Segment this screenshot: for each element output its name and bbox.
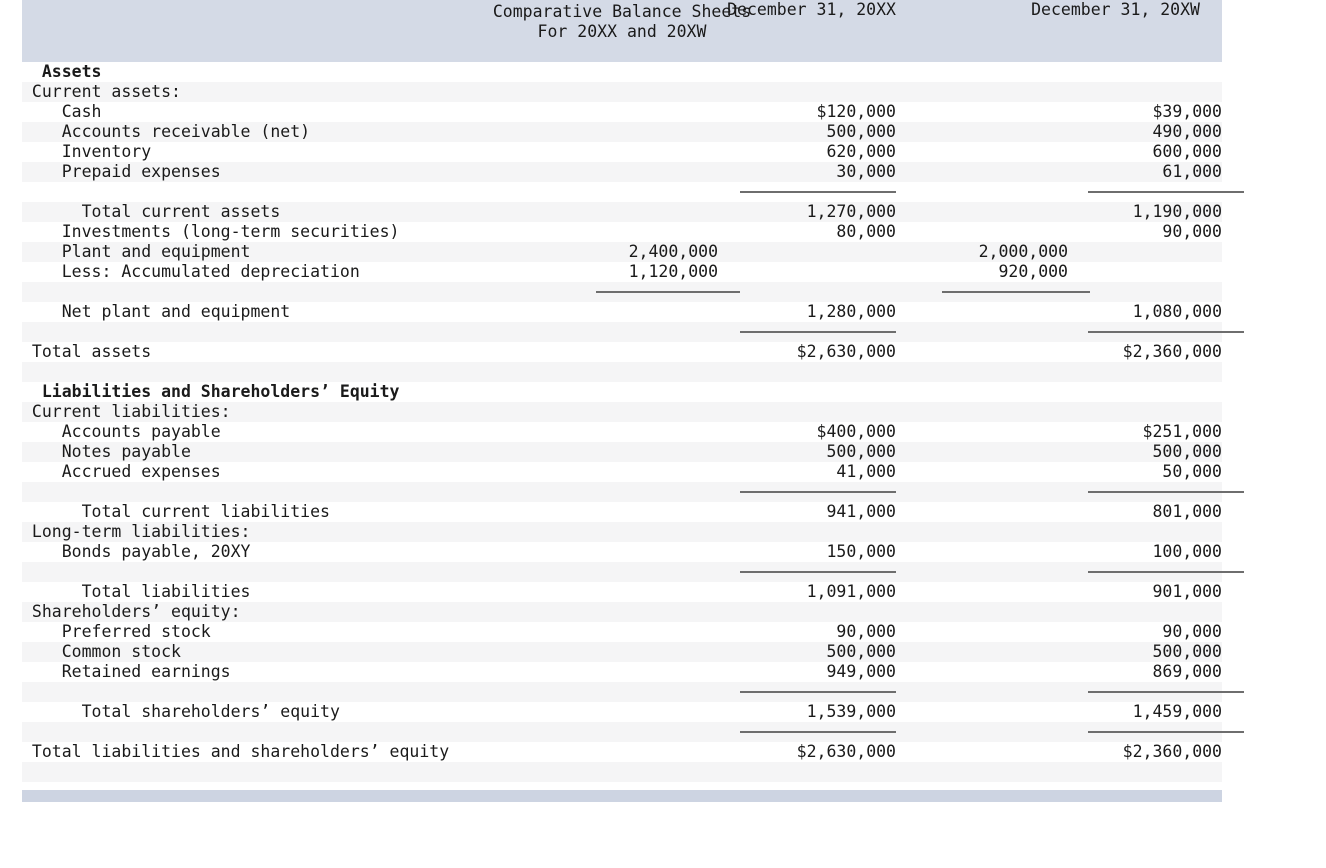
section-heading: Assets [22,62,102,81]
amount-cell: 1,190,000 [1132,202,1222,221]
table-row [22,362,1222,382]
subtotal-rule [1088,571,1244,573]
amount-cell: 50,000 [1162,462,1222,481]
amount-cell: 61,000 [1162,162,1222,181]
table-row [22,302,1222,322]
table-row [22,602,1222,622]
row-label: Investments (long-term securities) [22,222,400,241]
amount-cell: 150,000 [826,542,896,561]
row-label: Retained earnings [22,662,231,681]
row-label: Total assets [22,342,152,361]
table-footer-band [22,790,1222,802]
row-label: Current assets: [22,82,181,101]
row-label: Total current liabilities [22,502,330,521]
table-row [22,162,1222,182]
amount-cell: $400,000 [816,422,896,441]
amount-cell: 500,000 [826,122,896,141]
table-row [22,482,1222,502]
row-label: Bonds payable, 20XY [22,542,251,561]
subtotal-rule [1088,331,1244,333]
amount-cell: 500,000 [826,642,896,661]
amount-cell: 90,000 [1162,222,1222,241]
amount-cell: 2,000,000 [978,242,1068,261]
table-row [22,182,1222,202]
table-row [22,442,1222,462]
table-header-band [22,0,1222,62]
amount-cell: 2,400,000 [628,242,718,261]
row-label: Preferred stock [22,622,211,641]
subtotal-rule [740,331,896,333]
table-row [22,742,1222,762]
amount-cell: 80,000 [836,222,896,241]
table-row [22,722,1222,742]
amount-cell: $2,630,000 [796,742,896,761]
footer-gap [22,782,1222,790]
row-label: Accrued expenses [22,462,221,481]
amount-cell: 920,000 [998,262,1068,281]
amount-cell: 100,000 [1152,542,1222,561]
balance-sheet-table [22,0,1222,802]
amount-cell: 500,000 [1152,442,1222,461]
table-row [22,142,1222,162]
table-row [22,762,1222,782]
table-row [22,622,1222,642]
table-row [22,682,1222,702]
amount-cell: 1,091,000 [806,582,896,601]
amount-cell: 1,539,000 [806,702,896,721]
row-label: Common stock [22,642,181,661]
subtotal-rule [740,571,896,573]
subtotal-rule [740,491,896,493]
subtotal-rule [740,731,896,733]
amount-cell: 941,000 [826,502,896,521]
table-row [22,102,1222,122]
amount-cell: 90,000 [1162,622,1222,641]
row-label: Inventory [22,142,152,161]
table-row [22,562,1222,582]
table-row [22,582,1222,602]
subtotal-rule [596,291,740,293]
table-row [22,262,1222,282]
table-row [22,522,1222,542]
row-label: Prepaid expenses [22,162,221,181]
amount-cell: 1,280,000 [806,302,896,321]
amount-cell: $251,000 [1142,422,1222,441]
amount-cell: 1,120,000 [628,262,718,281]
amount-cell: $2,360,000 [1122,742,1222,761]
amount-cell: 801,000 [1152,502,1222,521]
table-row [22,282,1222,302]
subtotal-rule [1088,191,1244,193]
row-label: Total current assets [22,202,281,221]
amount-cell: 90,000 [836,622,896,641]
table-row [22,62,1222,82]
row-label: Accounts receivable (net) [22,122,311,141]
amount-cell: $2,630,000 [796,342,896,361]
amount-cell: 1,270,000 [806,202,896,221]
amount-cell: 30,000 [836,162,896,181]
table-row [22,322,1222,342]
table-row [22,82,1222,102]
column-header-prior-year: December 31, 20XW [1031,0,1200,19]
amount-cell: 41,000 [836,462,896,481]
row-label: Notes payable [22,442,191,461]
row-label: Less: Accumulated depreciation [22,262,360,281]
table-row [22,402,1222,422]
table-row [22,502,1222,522]
amount-cell: 600,000 [1152,142,1222,161]
table-row [22,122,1222,142]
table-body [22,62,1222,782]
table-row [22,222,1222,242]
subtotal-rule [1088,731,1244,733]
table-row [22,242,1222,262]
subtotal-rule [1088,691,1244,693]
report-title: Comparative Balance Sheets [492,2,752,21]
table-row [22,702,1222,722]
subtotal-rule [942,291,1090,293]
amount-cell: $2,360,000 [1122,342,1222,361]
amount-cell: 620,000 [826,142,896,161]
row-label: Cash [22,102,102,121]
table-row [22,662,1222,682]
row-label: Net plant and equipment [22,302,291,321]
table-row [22,382,1222,402]
amount-cell: 1,459,000 [1132,702,1222,721]
table-row [22,342,1222,362]
table-row [22,422,1222,442]
table-row [22,462,1222,482]
row-label: Shareholders’ equity: [22,602,241,621]
row-label: Total liabilities and shareholders’ equity [22,742,450,761]
amount-cell: 500,000 [826,442,896,461]
row-label: Plant and equipment [22,242,251,261]
section-heading: Liabilities and Shareholders’ Equity [22,382,400,401]
table-row [22,542,1222,562]
table-row [22,202,1222,222]
subtotal-rule [1088,491,1244,493]
amount-cell: 901,000 [1152,582,1222,601]
subtotal-rule [740,191,896,193]
amount-cell: 949,000 [826,662,896,681]
row-label: Long-term liabilities: [22,522,251,541]
table-row [22,642,1222,662]
amount-cell: 869,000 [1152,662,1222,681]
row-label: Total liabilities [22,582,251,601]
row-label: Accounts payable [22,422,221,441]
column-header-current-year: December 31, 20XX [727,0,896,19]
amount-cell: $39,000 [1152,102,1222,121]
amount-cell: 500,000 [1152,642,1222,661]
amount-cell: 1,080,000 [1132,302,1222,321]
row-label: Total shareholders’ equity [22,702,340,721]
amount-cell: 490,000 [1152,122,1222,141]
row-label: Current liabilities: [22,402,231,421]
amount-cell: $120,000 [816,102,896,121]
report-subtitle: For 20XX and 20XW [537,22,707,41]
subtotal-rule [740,691,896,693]
